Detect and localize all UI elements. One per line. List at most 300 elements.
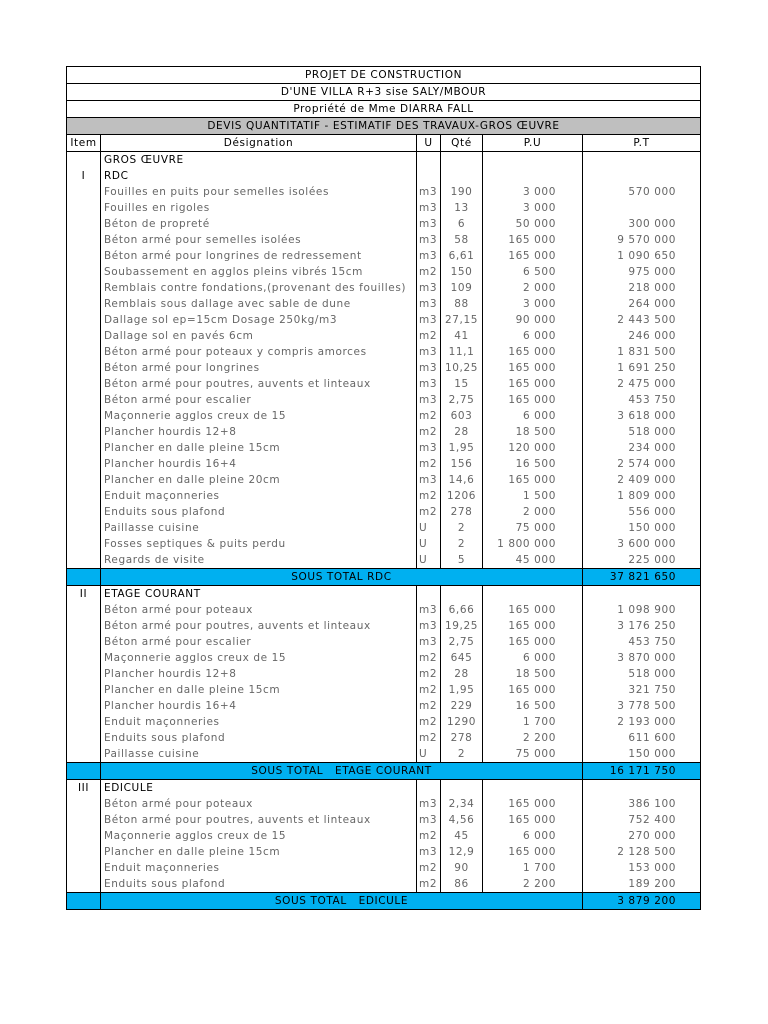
pu-cell: 165 000 — [483, 602, 583, 618]
item-cell — [67, 812, 101, 828]
unit-cell: U — [417, 746, 441, 763]
unit-cell: m2 — [417, 456, 441, 472]
pu-cell: 165 000 — [483, 618, 583, 634]
pu-cell: 165 000 — [483, 376, 583, 392]
designation-cell: Plancher hourdis 12+8 — [101, 424, 417, 440]
designation-cell: Enduits sous plafond — [101, 730, 417, 746]
section-item-number: I — [67, 168, 101, 184]
item-cell — [67, 200, 101, 216]
item-cell — [67, 328, 101, 344]
pu-cell: 165 000 — [483, 634, 583, 650]
qty-cell: 19,25 — [441, 618, 483, 634]
qty-cell: 2 — [441, 520, 483, 536]
item-cell — [67, 602, 101, 618]
pt-cell: 234 000 — [583, 440, 701, 456]
pt-cell: 3 600 000 — [583, 536, 701, 552]
pt-cell: 518 000 — [583, 666, 701, 682]
table-row — [67, 796, 701, 812]
pt-cell: 189 200 — [583, 876, 701, 893]
col-header-item: Item — [67, 135, 101, 152]
pt-cell: 556 000 — [583, 504, 701, 520]
designation-cell: Fouilles en rigoles — [101, 200, 417, 216]
empty-cell — [483, 586, 583, 603]
qty-cell: 6,61 — [441, 248, 483, 264]
qty-cell: 28 — [441, 666, 483, 682]
item-cell — [67, 488, 101, 504]
item-cell — [67, 844, 101, 860]
col-header-pt: P.T — [583, 135, 701, 152]
item-cell — [67, 650, 101, 666]
item-cell — [67, 216, 101, 232]
pu-cell: 90 000 — [483, 312, 583, 328]
designation-cell: Béton armé pour poutres, auvents et linteaux — [101, 376, 417, 392]
designation-cell: Béton armé pour poteaux — [101, 796, 417, 812]
item-cell — [67, 536, 101, 552]
section-name: EDICULE — [101, 780, 417, 797]
item-cell — [67, 440, 101, 456]
pu-cell: 1 700 — [483, 860, 583, 876]
item-cell — [67, 666, 101, 682]
table-row — [67, 602, 701, 618]
col-header-qty: Qté — [441, 135, 483, 152]
item-cell — [67, 232, 101, 248]
pt-cell: 386 100 — [583, 796, 701, 812]
pt-cell: 2 193 000 — [583, 714, 701, 730]
empty-cell — [417, 780, 441, 797]
item-cell — [67, 698, 101, 714]
item-cell — [67, 360, 101, 376]
pu-cell: 3 000 — [483, 296, 583, 312]
subtotal-value: 3 879 200 — [583, 893, 701, 910]
pt-cell: 218 000 — [583, 280, 701, 296]
designation-cell: Plancher hourdis 12+8 — [101, 666, 417, 682]
table-row — [67, 618, 701, 634]
item-cell — [67, 520, 101, 536]
table-row — [67, 424, 701, 440]
pt-cell: 3 778 500 — [583, 698, 701, 714]
unit-cell: m2 — [417, 876, 441, 893]
table-row — [67, 328, 701, 344]
item-cell — [67, 730, 101, 746]
table-row — [67, 376, 701, 392]
qty-cell: 229 — [441, 698, 483, 714]
project-owner: Propriété de Mme DIARRA FALL — [67, 101, 701, 118]
qty-cell: 41 — [441, 328, 483, 344]
designation-cell: Regards de visite — [101, 552, 417, 569]
qty-cell: 5 — [441, 552, 483, 569]
pu-cell: 2 000 — [483, 280, 583, 296]
qty-cell: 603 — [441, 408, 483, 424]
designation-cell: Fosses septiques & puits perdu — [101, 536, 417, 552]
unit-cell: m2 — [417, 730, 441, 746]
pt-cell: 225 000 — [583, 552, 701, 569]
pu-cell: 16 500 — [483, 698, 583, 714]
qty-cell: 28 — [441, 424, 483, 440]
item-cell — [67, 296, 101, 312]
designation-cell: Maçonnerie agglos creux de 15 — [101, 828, 417, 844]
table-row — [67, 248, 701, 264]
qty-cell: 15 — [441, 376, 483, 392]
qty-cell: 86 — [441, 876, 483, 893]
table-row — [67, 488, 701, 504]
qty-cell: 27,15 — [441, 312, 483, 328]
designation-cell: Béton armé pour poutres, auvents et linteaux — [101, 618, 417, 634]
pt-cell: 518 000 — [583, 424, 701, 440]
designation-cell: Béton armé pour semelles isolées — [101, 232, 417, 248]
designation-cell: Enduit maçonneries — [101, 860, 417, 876]
qty-cell: 11,1 — [441, 344, 483, 360]
item-cell — [67, 618, 101, 634]
qty-cell: 1,95 — [441, 682, 483, 698]
table-row — [67, 360, 701, 376]
item-cell — [67, 472, 101, 488]
unit-cell: m2 — [417, 682, 441, 698]
item-cell — [67, 184, 101, 200]
pu-cell: 165 000 — [483, 232, 583, 248]
item-cell — [67, 280, 101, 296]
designation-cell: Enduits sous plafond — [101, 504, 417, 520]
devis-table — [66, 66, 701, 910]
designation-cell: Béton armé pour poteaux — [101, 602, 417, 618]
qty-cell: 6,66 — [441, 602, 483, 618]
item-cell — [67, 248, 101, 264]
subtotal-row — [67, 569, 701, 586]
pu-cell: 1 800 000 — [483, 536, 583, 552]
table-row — [67, 232, 701, 248]
unit-cell: m3 — [417, 344, 441, 360]
designation-cell: Béton armé pour poteaux y compris amorces — [101, 344, 417, 360]
pu-cell: 165 000 — [483, 796, 583, 812]
qty-cell: 2 — [441, 746, 483, 763]
qty-cell: 278 — [441, 730, 483, 746]
item-cell — [67, 634, 101, 650]
designation-cell: Paillasse cuisine — [101, 746, 417, 763]
unit-cell: m2 — [417, 650, 441, 666]
pt-cell: 9 570 000 — [583, 232, 701, 248]
pt-cell: 1 831 500 — [583, 344, 701, 360]
designation-cell: Béton armé pour longrines de redressement — [101, 248, 417, 264]
empty-cell — [441, 780, 483, 797]
pu-cell: 18 500 — [483, 666, 583, 682]
designation-cell: Plancher en dalle pleine 20cm — [101, 472, 417, 488]
empty-cell — [67, 763, 101, 780]
designation-cell: Plancher hourdis 16+4 — [101, 698, 417, 714]
table-row — [67, 746, 701, 763]
qty-cell: 10,25 — [441, 360, 483, 376]
unit-cell: m2 — [417, 860, 441, 876]
section-item-number: III — [67, 780, 101, 797]
unit-cell: m2 — [417, 698, 441, 714]
unit-cell: m2 — [417, 424, 441, 440]
qty-cell: 1,95 — [441, 440, 483, 456]
empty-cell — [417, 586, 441, 603]
unit-cell: m3 — [417, 844, 441, 860]
pu-cell: 1 500 — [483, 488, 583, 504]
pt-cell: 2 574 000 — [583, 456, 701, 472]
subtotal-label: SOUS TOTAL EDICULE — [101, 893, 583, 910]
unit-cell: U — [417, 536, 441, 552]
qty-cell: 13 — [441, 200, 483, 216]
qty-cell: 2,75 — [441, 634, 483, 650]
pu-cell: 3 000 — [483, 184, 583, 200]
qty-cell: 12,9 — [441, 844, 483, 860]
table-row — [67, 520, 701, 536]
item-cell — [67, 796, 101, 812]
pt-cell: 264 000 — [583, 296, 701, 312]
item-cell — [67, 344, 101, 360]
item-cell — [67, 552, 101, 569]
pu-cell: 18 500 — [483, 424, 583, 440]
unit-cell: m2 — [417, 666, 441, 682]
pt-cell: 3 870 000 — [583, 650, 701, 666]
qty-cell: 1206 — [441, 488, 483, 504]
pt-cell: 975 000 — [583, 264, 701, 280]
table-row — [67, 828, 701, 844]
pt-cell: 3 618 000 — [583, 408, 701, 424]
designation-cell: Maçonnerie agglos creux de 15 — [101, 408, 417, 424]
item-cell — [67, 682, 101, 698]
unit-cell: m3 — [417, 376, 441, 392]
subtotal-label: SOUS TOTAL RDC — [101, 569, 583, 586]
designation-cell: Plancher hourdis 16+4 — [101, 456, 417, 472]
item-cell — [67, 714, 101, 730]
pu-cell: 45 000 — [483, 552, 583, 569]
pt-cell: 1 691 250 — [583, 360, 701, 376]
col-header-pu: P.U — [483, 135, 583, 152]
qty-cell: 58 — [441, 232, 483, 248]
unit-cell: m3 — [417, 296, 441, 312]
table-row — [67, 714, 701, 730]
pt-cell: 1 098 900 — [583, 602, 701, 618]
item-cell — [67, 456, 101, 472]
unit-cell: m3 — [417, 634, 441, 650]
section-heading — [67, 168, 701, 184]
pu-cell: 120 000 — [483, 440, 583, 456]
table-row — [67, 730, 701, 746]
subtotal-row — [67, 763, 701, 780]
table-row — [67, 440, 701, 456]
pu-cell: 6 000 — [483, 650, 583, 666]
unit-cell: m3 — [417, 602, 441, 618]
pu-cell: 165 000 — [483, 248, 583, 264]
project-title: PROJET DE CONSTRUCTION — [67, 67, 701, 84]
table-row — [67, 552, 701, 569]
empty-cell — [441, 586, 483, 603]
designation-cell: Plancher en dalle pleine 15cm — [101, 844, 417, 860]
subtotal-value: 16 171 750 — [583, 763, 701, 780]
designation-cell: Enduit maçonneries — [101, 488, 417, 504]
designation-cell: Remblais sous dallage avec sable de dune — [101, 296, 417, 312]
item-cell — [67, 860, 101, 876]
gros-oeuvre-title: GROS ŒUVRE — [101, 152, 417, 169]
item-cell — [67, 424, 101, 440]
table-row — [67, 344, 701, 360]
item-cell — [67, 746, 101, 763]
pt-cell: 270 000 — [583, 828, 701, 844]
pu-cell: 165 000 — [483, 392, 583, 408]
empty-cell — [583, 168, 701, 184]
section-name: RDC — [101, 168, 417, 184]
table-row — [67, 456, 701, 472]
subtotal-label: SOUS TOTAL ETAGE COURANT — [101, 763, 583, 780]
unit-cell: m3 — [417, 360, 441, 376]
qty-cell: 88 — [441, 296, 483, 312]
pu-cell: 165 000 — [483, 812, 583, 828]
empty-cell — [67, 893, 101, 910]
item-cell — [67, 392, 101, 408]
unit-cell: U — [417, 552, 441, 569]
qty-cell: 190 — [441, 184, 483, 200]
unit-cell: m2 — [417, 714, 441, 730]
pt-cell: 2 475 000 — [583, 376, 701, 392]
pt-cell: 2 128 500 — [583, 844, 701, 860]
table-row — [67, 650, 701, 666]
unit-cell: m3 — [417, 280, 441, 296]
subtotal-row — [67, 893, 701, 910]
unit-cell: m3 — [417, 812, 441, 828]
qty-cell: 2 — [441, 536, 483, 552]
unit-cell: m3 — [417, 392, 441, 408]
unit-cell: m3 — [417, 184, 441, 200]
unit-cell: m3 — [417, 796, 441, 812]
table-row — [67, 666, 701, 682]
unit-cell: m2 — [417, 328, 441, 344]
pu-cell: 6 000 — [483, 328, 583, 344]
table-row — [67, 682, 701, 698]
table-row — [67, 408, 701, 424]
table-row — [67, 504, 701, 520]
table-row — [67, 200, 701, 216]
qty-cell: 150 — [441, 264, 483, 280]
pu-cell: 1 700 — [483, 714, 583, 730]
qty-cell: 1290 — [441, 714, 483, 730]
designation-cell: Maçonnerie agglos creux de 15 — [101, 650, 417, 666]
designation-cell: Soubassement en agglos pleins vibrés 15cm — [101, 264, 417, 280]
unit-cell: m2 — [417, 408, 441, 424]
pt-cell: 321 750 — [583, 682, 701, 698]
pt-cell: 1 090 650 — [583, 248, 701, 264]
empty-cell — [441, 168, 483, 184]
pu-cell: 2 200 — [483, 730, 583, 746]
unit-cell: m3 — [417, 232, 441, 248]
pu-cell: 75 000 — [483, 746, 583, 763]
unit-cell: m3 — [417, 200, 441, 216]
table-row — [67, 296, 701, 312]
empty-cell — [583, 780, 701, 797]
designation-cell: Dallage sol en pavés 6cm — [101, 328, 417, 344]
designation-cell: Dallage sol ep=15cm Dosage 250kg/m3 — [101, 312, 417, 328]
pt-cell: 611 600 — [583, 730, 701, 746]
qty-cell: 645 — [441, 650, 483, 666]
item-cell — [67, 264, 101, 280]
pu-cell: 6 500 — [483, 264, 583, 280]
col-header-unit: U — [417, 135, 441, 152]
pu-cell: 6 000 — [483, 828, 583, 844]
qty-cell: 156 — [441, 456, 483, 472]
pt-cell: 300 000 — [583, 216, 701, 232]
table-row — [67, 698, 701, 714]
item-cell — [67, 408, 101, 424]
pu-cell: 165 000 — [483, 844, 583, 860]
unit-cell: m3 — [417, 248, 441, 264]
table-row — [67, 392, 701, 408]
pt-cell: 2 443 500 — [583, 312, 701, 328]
designation-cell: Béton armé pour poutres, auvents et linteaux — [101, 812, 417, 828]
pu-cell: 165 000 — [483, 472, 583, 488]
pt-cell: 150 000 — [583, 520, 701, 536]
pt-cell: 2 409 000 — [583, 472, 701, 488]
designation-cell: Plancher en dalle pleine 15cm — [101, 682, 417, 698]
pu-cell: 165 000 — [483, 344, 583, 360]
designation-cell: Plancher en dalle pleine 15cm — [101, 440, 417, 456]
pt-cell: 3 176 250 — [583, 618, 701, 634]
table-row — [67, 844, 701, 860]
table-row — [67, 472, 701, 488]
designation-cell: Béton armé pour escalier — [101, 634, 417, 650]
table-row — [67, 860, 701, 876]
table-row — [67, 312, 701, 328]
pt-cell: 570 000 — [583, 184, 701, 200]
section-heading — [67, 780, 701, 797]
table-row — [67, 184, 701, 200]
qty-cell: 2,34 — [441, 796, 483, 812]
pu-cell: 2 200 — [483, 876, 583, 893]
item-cell — [67, 828, 101, 844]
qty-cell: 2,75 — [441, 392, 483, 408]
qty-cell: 109 — [441, 280, 483, 296]
pu-cell: 3 000 — [483, 200, 583, 216]
unit-cell: m3 — [417, 312, 441, 328]
unit-cell: m2 — [417, 504, 441, 520]
designation-cell: Paillasse cuisine — [101, 520, 417, 536]
project-subtitle: D'UNE VILLA R+3 sise SALY/MBOUR — [67, 84, 701, 101]
designation-cell: Fouilles en puits pour semelles isolées — [101, 184, 417, 200]
pu-cell: 75 000 — [483, 520, 583, 536]
qty-cell: 4,56 — [441, 812, 483, 828]
qty-cell: 14,6 — [441, 472, 483, 488]
pu-cell: 165 000 — [483, 360, 583, 376]
pt-cell: 752 400 — [583, 812, 701, 828]
table-row — [67, 876, 701, 893]
item-cell — [67, 876, 101, 893]
col-header-designation: Désignation — [101, 135, 417, 152]
unit-cell: m3 — [417, 472, 441, 488]
table-row — [67, 536, 701, 552]
table-row — [67, 280, 701, 296]
table-row — [67, 812, 701, 828]
empty-cell — [483, 168, 583, 184]
subtotal-value: 37 821 650 — [583, 569, 701, 586]
section-name: ETAGE COURANT — [101, 586, 417, 603]
pu-cell: 2 000 — [483, 504, 583, 520]
qty-cell: 45 — [441, 828, 483, 844]
unit-cell: m2 — [417, 488, 441, 504]
designation-cell: Remblais contre fondations,(provenant des fouilles) — [101, 280, 417, 296]
pu-cell: 6 000 — [483, 408, 583, 424]
empty-cell — [483, 780, 583, 797]
table-row — [67, 634, 701, 650]
table-row — [67, 216, 701, 232]
pt-cell: 153 000 — [583, 860, 701, 876]
pu-cell: 165 000 — [483, 682, 583, 698]
unit-cell: m2 — [417, 828, 441, 844]
unit-cell: m2 — [417, 264, 441, 280]
devis-sheet — [66, 66, 700, 910]
item-cell — [67, 376, 101, 392]
designation-cell: Béton armé pour longrines — [101, 360, 417, 376]
pt-cell: 246 000 — [583, 328, 701, 344]
designation-cell: Enduits sous plafond — [101, 876, 417, 893]
